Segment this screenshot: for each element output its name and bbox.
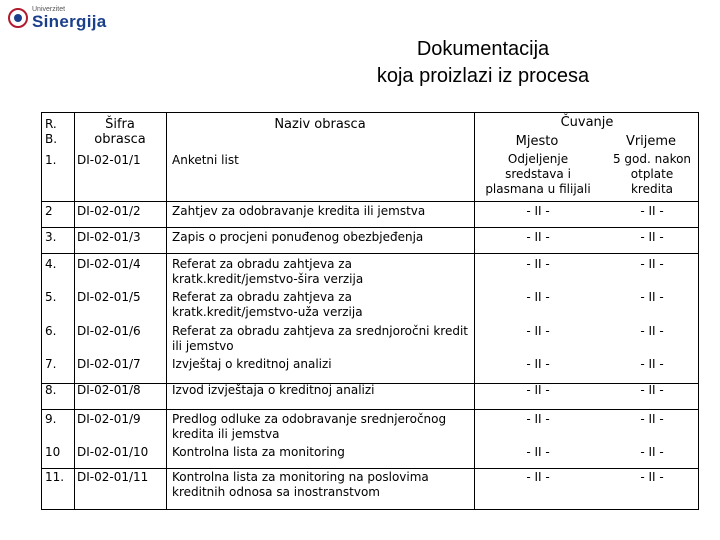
row-number: 6. bbox=[45, 324, 57, 338]
retention-time: - II - bbox=[640, 357, 664, 371]
storage-location: - II - bbox=[526, 290, 550, 304]
logo-emblem-icon bbox=[8, 8, 28, 28]
form-code: DI-02-01/3 bbox=[77, 230, 141, 244]
form-name: Predlog odluke za odobravanje srednjeročnog kredita ili jemstva bbox=[172, 412, 447, 441]
retention-time: - II - bbox=[640, 412, 664, 426]
row-number: 1. bbox=[45, 153, 57, 167]
row-number: 11. bbox=[45, 470, 65, 484]
title-line-1: Dokumentacija bbox=[416, 38, 550, 60]
storage-location: - II - bbox=[526, 204, 550, 218]
retention-time: - II - bbox=[640, 230, 664, 244]
row-number: 2 bbox=[45, 204, 53, 218]
storage-location: - II - bbox=[526, 324, 550, 338]
form-code: DI-02-01/1 bbox=[77, 153, 141, 167]
storage-location: - II - bbox=[526, 257, 550, 271]
page-title bbox=[310, 36, 656, 90]
header-naziv: Naziv obrasca bbox=[274, 117, 366, 132]
form-code: DI-02-01/8 bbox=[77, 383, 141, 397]
storage-location: Odjeljenje sredstava i plasmana u filijali bbox=[485, 152, 591, 196]
documents-table bbox=[41, 112, 699, 510]
column-divider bbox=[74, 113, 75, 509]
retention-time: - II - bbox=[640, 445, 664, 459]
logo-name: Sinergija bbox=[32, 12, 107, 31]
storage-location: - II - bbox=[526, 230, 550, 244]
retention-time: - II - bbox=[640, 383, 664, 397]
form-name: Zahtjev za odobravanje kredita ili jemstva bbox=[172, 204, 426, 218]
retention-time: - II - bbox=[640, 470, 664, 484]
university-logo bbox=[8, 6, 107, 32]
form-name: Referat za obradu zahtjeva za kratk.kredit/jemstvo-šira verzija bbox=[172, 257, 364, 286]
row-number: 9. bbox=[45, 412, 57, 426]
form-name: Anketni list bbox=[172, 153, 239, 167]
storage-location: - II - bbox=[526, 412, 550, 426]
retention-time: 5 god. nakon otplate kredita bbox=[612, 152, 692, 196]
row-number: 4. bbox=[45, 257, 57, 271]
retention-time: - II - bbox=[640, 324, 664, 338]
form-name: Referat za obradu zahtjeva za srednjoročni kredit ili jemstvo bbox=[172, 324, 468, 353]
form-code: DI-02-01/5 bbox=[77, 290, 141, 304]
form-code: DI-02-01/6 bbox=[77, 324, 141, 338]
form-name: Referat za obradu zahtjeva za kratk.kredit/jemstvo-uža verzija bbox=[172, 290, 363, 319]
row-number: 8. bbox=[45, 383, 57, 397]
column-divider bbox=[166, 113, 167, 509]
form-code: DI-02-01/11 bbox=[77, 470, 149, 484]
column-divider bbox=[474, 113, 475, 509]
header-rb: R. B. bbox=[45, 117, 58, 146]
retention-time: - II - bbox=[640, 204, 664, 218]
form-code: DI-02-01/7 bbox=[77, 357, 141, 371]
row-divider bbox=[42, 468, 698, 469]
form-name: Izvod izvještaja o kreditnoj analizi bbox=[172, 383, 375, 397]
header-sifra: Šifra obrasca bbox=[94, 117, 146, 147]
row-number: 3. bbox=[45, 230, 57, 244]
storage-location: - II - bbox=[526, 470, 550, 484]
retention-time: - II - bbox=[640, 290, 664, 304]
title-line-2: koja proizlazi iz procesa bbox=[376, 65, 590, 87]
row-divider bbox=[42, 227, 698, 228]
form-name: Kontrolna lista za monitoring na poslovima kreditnih odnosa sa inostranstvom bbox=[172, 470, 429, 499]
form-name: Kontrolna lista za monitoring bbox=[172, 445, 345, 459]
storage-location: - II - bbox=[526, 383, 550, 397]
form-code: DI-02-01/9 bbox=[77, 412, 141, 426]
form-code: DI-02-01/10 bbox=[77, 445, 149, 459]
row-number: 7. bbox=[45, 357, 57, 371]
header-cuvanje: Čuvanje bbox=[560, 115, 614, 130]
header-mjesto: Mjesto bbox=[515, 134, 559, 149]
form-code: DI-02-01/4 bbox=[77, 257, 141, 271]
row-number: 5. bbox=[45, 290, 57, 304]
retention-time: - II - bbox=[640, 257, 664, 271]
header-vrijeme: Vrijeme bbox=[625, 134, 677, 149]
row-divider bbox=[42, 201, 698, 202]
storage-location: - II - bbox=[526, 445, 550, 459]
form-name: Zapis o procjeni ponuđenog obezbjeđenja bbox=[172, 230, 424, 244]
row-divider bbox=[42, 253, 698, 254]
storage-location: - II - bbox=[526, 357, 550, 371]
form-name: Izvještaj o kreditnoj analizi bbox=[172, 357, 332, 371]
form-code: DI-02-01/2 bbox=[77, 204, 141, 218]
row-number: 10 bbox=[45, 445, 61, 459]
logo-small-text: Univerzitet bbox=[32, 6, 66, 13]
row-divider bbox=[42, 409, 698, 410]
